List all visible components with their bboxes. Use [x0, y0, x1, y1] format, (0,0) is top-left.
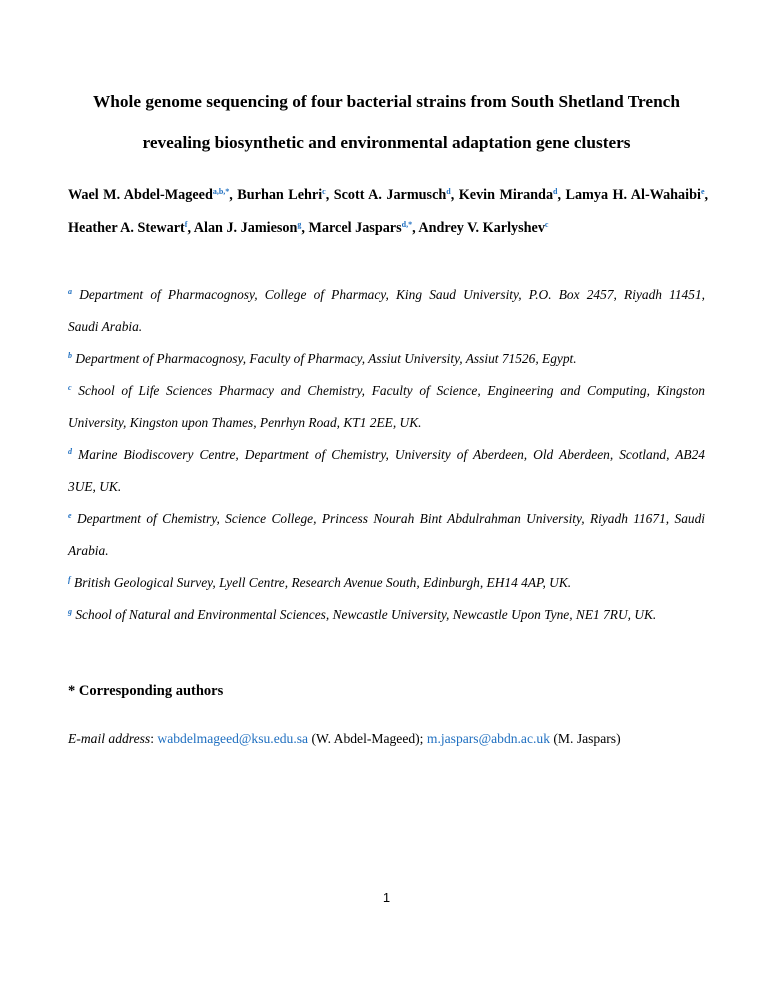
author-affiliation-marker[interactable]: g	[297, 220, 302, 229]
affiliation-letter: f	[68, 575, 71, 584]
affiliation-letter: g	[68, 607, 72, 616]
affiliation-d: $^d$ Marine Biodiscovery Centre, Department of Chemistry, University of Aberdeen, Old Aberdeen, Scotland, AB24 3UE, UK.	[68, 447, 705, 494]
email-line: E-mail address: wabdelmageed@ksu.edu.sa (W. Abdel-Mageed); m.jaspars@abdn.ac.uk (M. Jaspars)	[68, 731, 621, 746]
affiliation-e: $^e$ Department of Chemistry, Science College, Princess Nourah Bint Abdulrahman University, Riyadh 11671, Saudi Arabia.	[68, 511, 706, 558]
author: Kevin Miranda$^d$,	[458, 187, 562, 203]
author-affiliation-marker[interactable]: f	[184, 220, 188, 229]
author-affiliation-marker[interactable]: d,*	[401, 220, 413, 229]
author-list-line-1	[68, 183, 708, 204]
affiliation-letter: a	[68, 287, 72, 296]
author: Scott A. Jarmusch$^d$,	[333, 187, 455, 203]
paper-title-line-1: Whole genome sequencing of four bacterial strains from South Shetland Trench	[93, 92, 680, 111]
author: Burhan Lehri$^c$,	[237, 187, 330, 203]
affiliation-letter: e	[68, 511, 72, 520]
email-owner-name: (W. Abdel-Mageed);	[311, 731, 424, 746]
affiliation-c: $^c$ School of Life Sciences Pharmacy and Chemistry, Faculty of Science, Engineering and Computing, Kingston University, Kingston upon Thames, Penrhyn Road, KT1 2EE, UK.	[68, 383, 705, 430]
author: Alan J. Jamieson$^g$,	[193, 220, 305, 236]
author-affiliation-marker[interactable]: c	[544, 220, 549, 229]
author: Lamya H. Al-Wahaibi$^e$,	[565, 187, 709, 203]
author: Heather A. Stewart$^f$,	[68, 220, 191, 236]
affiliation-b: $^b$ Department of Pharmacognosy, Faculty of Pharmacy, Assiut University, Assiut 71526, Egypt.	[68, 351, 577, 366]
email-label: E-mail address	[68, 731, 151, 746]
author-affiliation-marker[interactable]: d	[553, 187, 558, 196]
author: Andrey V. Karlyshev$^c$	[418, 220, 549, 236]
email-link-jaspars[interactable]: m.jaspars@abdn.ac.uk	[426, 731, 550, 746]
author-affiliation-marker[interactable]: e	[700, 187, 705, 196]
author: Wael M. Abdel-Mageed$^{a,b,*}$,	[68, 187, 233, 203]
author-affiliation-marker[interactable]: d	[446, 187, 451, 196]
page-number: 1	[382, 890, 391, 905]
author-affiliation-marker[interactable]: c	[322, 187, 326, 196]
paper-title-line-2: revealing biosynthetic and environmental adaptation gene clusters	[142, 133, 631, 152]
affiliation-f: $^f$ British Geological Survey, Lyell Centre, Research Avenue South, Edinburgh, EH14 4AP, UK.	[68, 575, 572, 590]
author-list-line-2	[68, 216, 708, 237]
email-owner-name: (M. Jaspars)	[553, 731, 621, 746]
affiliation-letter: d	[68, 447, 72, 456]
affiliation-letter: b	[68, 351, 72, 360]
email-link-abdel-mageed[interactable]: wabdelmageed@ksu.edu.sa	[157, 731, 309, 746]
author: Marcel Jaspars$^{d,*}$,	[308, 220, 416, 236]
author-affiliation-marker[interactable]: a,b,*	[212, 187, 230, 196]
affiliation-g: $^g$ School of Natural and Environmental Sciences, Newcastle University, Newcastle Upon Tyne, NE1 7RU, UK.	[68, 607, 657, 622]
affiliation-letter: c	[68, 383, 72, 392]
corresponding-authors-heading: * Corresponding authors	[68, 683, 224, 699]
affiliation-a: $^a$ Department of Pharmacognosy, College of Pharmacy, King Saud University, P.O. Box 2457, Riyadh 11451, Saudi Arabia.	[68, 287, 705, 334]
